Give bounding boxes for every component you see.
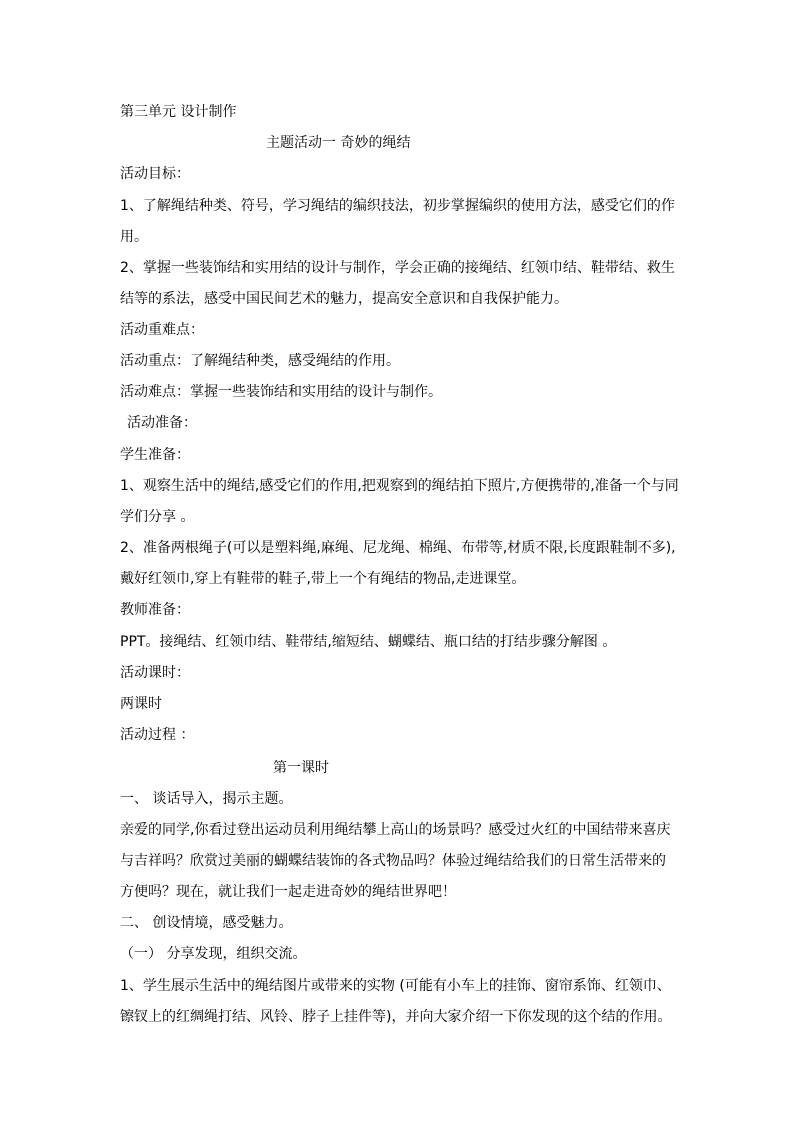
intro-line-3: 方便吗？现在，就让我们一起走进奇妙的绳结世界吧！ — [120, 884, 456, 900]
student-prep-1-line-2: 学们分享 。 — [120, 509, 195, 525]
section-1-heading: 一、 谈话导入，揭示主题。 — [120, 791, 293, 807]
section-2-heading: 二、 创设情境，感受魅力。 — [120, 915, 293, 931]
student-prep-2-line-1: 2、准备两根绳子(可以是塑料绳,麻绳、尼龙绳、棉绳、布带等,材质不限,长度跟鞋制不多), — [120, 540, 676, 556]
goal-1-line-2: 用。 — [120, 229, 148, 245]
teacher-prep: PPT。接绳结、红领巾结、鞋带结,缩短结、蝴蝶结、瓶口结的打结步骤分解图 。 — [120, 634, 617, 650]
activity-goals-heading: 活动目标： — [120, 166, 190, 182]
preparation-heading: 活动准备： — [127, 415, 197, 431]
key-difficult-heading: 活动重难点： — [120, 322, 204, 338]
key-points: 活动重点：了解绳结种类，感受绳结的作用。 — [120, 353, 400, 369]
share-line-1: 1、学生展示生活中的绳结图片或带来的实物 (可能有小车上的挂饰、窗帘系饰、红领巾、 — [120, 978, 671, 994]
intro-line-1: 亲爱的同学,你看过登出运动员利用绳结攀上高山的场景吗？感受过火红的中国结带来喜庆 — [120, 822, 671, 838]
goal-2-line-1: 2、掌握一些装饰结和实用结的设计与制作，学会正确的接绳结、红领巾结、鞋带结、救生 — [120, 260, 675, 276]
difficult-points: 活动难点：掌握一些装饰结和实用结的设计与制作。 — [120, 384, 442, 400]
intro-line-2: 与吉祥吗？欣赏过美丽的蝴蝶结装饰的各式物品吗？体验过绳结给我们的日常生活带来的 — [120, 853, 666, 869]
subsection-1-heading: （一） 分享发现，组织交流。 — [120, 946, 307, 962]
share-line-2: 镲钗上的红绸绳打结、风铃、脖子上挂件等)，并向大家介绍一下你发现的这个结的作用。 — [120, 1009, 672, 1025]
first-lesson-heading: 第一课时 — [273, 760, 329, 776]
student-prep-1-line-1: 1、观察生活中的绳结,感受它们的作用,把观察到的绳结拍下照片,方便携带的,准备一个与同 — [120, 478, 679, 494]
process-heading: 活动过程 ： — [120, 727, 195, 743]
student-prep-heading: 学生准备： — [120, 447, 190, 463]
theme-title: 主题活动一 奇妙的绳结 — [266, 135, 411, 151]
teacher-prep-heading: 教师准备： — [120, 602, 190, 618]
goal-2-line-2: 结等的系法，感受中国民间艺术的魅力，提高安全意识和自我保护能力。 — [120, 291, 568, 307]
student-prep-2-line-2: 戴好红领巾,穿上有鞋带的鞋子,带上一个有绳结的物品,走进课堂。 — [120, 571, 526, 587]
class-hours-heading: 活动课时： — [120, 665, 190, 681]
goal-1-line-1: 1、了解绳结种类、符号，学习绳结的编织技法，初步掌握编织的使用方法，感受它们的作 — [120, 198, 675, 214]
class-hours: 两课时 — [120, 696, 162, 712]
unit-title: 第三单元 设计制作 — [120, 104, 237, 120]
